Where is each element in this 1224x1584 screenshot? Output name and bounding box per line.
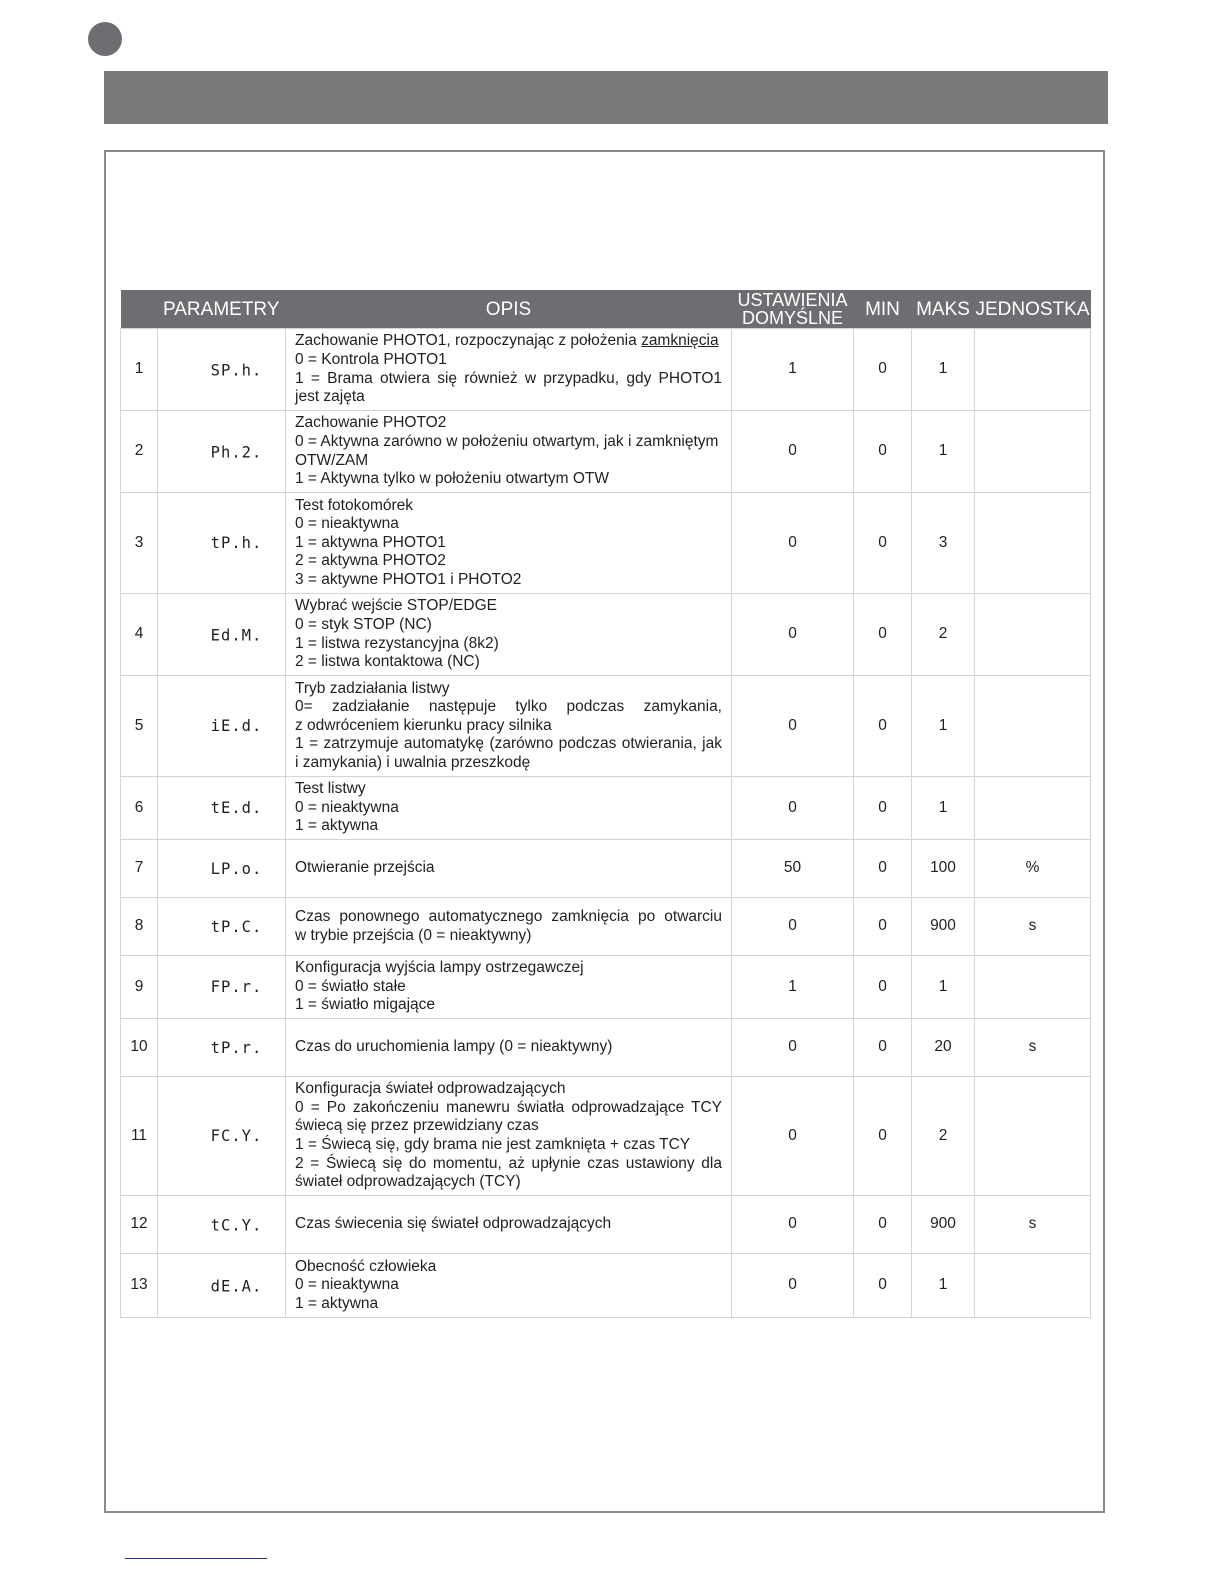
row-description xyxy=(286,777,732,840)
row-description xyxy=(286,956,732,1019)
display-code: tC.Y. xyxy=(158,1194,286,1255)
row-number: 3 xyxy=(121,493,158,594)
unit-value xyxy=(975,956,1091,1019)
max-value: 100 xyxy=(912,840,975,898)
min-value: 0 xyxy=(854,411,912,493)
description-text: Zachowanie PHOTO1, rozpoczynając z położenia xyxy=(295,332,642,350)
min-value: 0 xyxy=(854,594,912,676)
table-row xyxy=(121,777,1091,840)
unit-value xyxy=(975,493,1091,594)
unit-value xyxy=(975,1077,1091,1196)
description-line: 1 = aktywna xyxy=(295,1294,379,1312)
max-value: 1 xyxy=(912,1254,975,1318)
row-number: 12 xyxy=(121,1196,158,1254)
row-number: 2 xyxy=(121,411,158,493)
row-description xyxy=(286,329,732,411)
description-line: i zamykania) i uwalnia przeszkodę xyxy=(295,753,531,771)
display-code: tE.d. xyxy=(158,775,286,841)
header-min: MIN xyxy=(854,290,912,329)
unit-value xyxy=(975,411,1091,493)
row-number: 7 xyxy=(121,840,158,898)
default-value: 0 xyxy=(732,1019,854,1077)
description-line: Konfiguracja wyjścia lampy ostrzegawczej xyxy=(295,959,584,977)
min-value: 0 xyxy=(854,676,912,777)
table-row xyxy=(121,493,1091,594)
description-underlined: zamknięcia xyxy=(641,332,719,350)
description-line: świecą się przez przewidziany czas xyxy=(295,1117,539,1135)
description-line: 0 = nieaktywna xyxy=(295,798,399,816)
header-max: MAKS xyxy=(912,290,975,329)
header-description: OPIS xyxy=(286,290,732,329)
row-number: 9 xyxy=(121,956,158,1019)
max-value: 1 xyxy=(912,777,975,840)
default-value: 0 xyxy=(732,1196,854,1254)
header-default xyxy=(732,290,854,329)
description-line: Test fotokomórek xyxy=(295,496,414,514)
row-number: 10 xyxy=(121,1019,158,1077)
description-line: 2 = listwa kontaktowa (NC) xyxy=(295,653,480,671)
table-header-row xyxy=(121,290,1091,329)
min-value: 0 xyxy=(854,329,912,411)
max-value: 900 xyxy=(912,898,975,956)
display-code: FC.Y. xyxy=(158,1074,286,1199)
default-value: 0 xyxy=(732,777,854,840)
row-number: 6 xyxy=(121,777,158,840)
description-line: 0= zadziałanie następuje tylko podczas zamykania, xyxy=(295,698,722,716)
description-line: 0 = nieaktywna xyxy=(295,1276,399,1294)
unit-value xyxy=(975,329,1091,411)
default-value: 1 xyxy=(732,956,854,1019)
description-line: świateł odprowadzających (TCY) xyxy=(295,1173,521,1191)
row-description xyxy=(286,676,732,777)
table-row xyxy=(121,1196,1091,1254)
row-description xyxy=(286,493,732,594)
description-line: Czas do uruchomienia lampy (0 = nieaktywny) xyxy=(295,1038,613,1056)
default-value: 0 xyxy=(732,1254,854,1318)
description-line: OTW/ZAM xyxy=(295,451,369,469)
default-value: 0 xyxy=(732,1077,854,1196)
description-line: Test listwy xyxy=(295,780,366,798)
display-code: FP.r. xyxy=(158,954,286,1020)
header-number xyxy=(121,290,158,329)
description-line: 1 = Aktywna tylko w położeniu otwartym OTW xyxy=(295,470,609,488)
description-line: Konfiguracja świateł odprowadzających xyxy=(295,1080,566,1098)
header-parameters: PARAMETRY xyxy=(158,290,286,329)
default-value: 0 xyxy=(732,676,854,777)
description-line: w trybie przejścia (0 = nieaktywny) xyxy=(295,926,532,944)
unit-value: s xyxy=(975,1019,1091,1077)
row-number: 8 xyxy=(121,898,158,956)
table-row xyxy=(121,329,1091,411)
description-line: Tryb zadziałania listwy xyxy=(295,679,450,697)
display-code: LP.o. xyxy=(158,838,286,899)
description-line: 0 = światło stałe xyxy=(295,977,406,995)
row-number: 4 xyxy=(121,594,158,676)
display-code: dE.A. xyxy=(158,1252,286,1319)
max-value: 1 xyxy=(912,411,975,493)
table-row xyxy=(121,411,1091,493)
row-description xyxy=(286,1254,732,1318)
display-code: Ed.M. xyxy=(158,591,286,677)
description-line: 1 = zatrzymuje automatykę (zarówno podczas otwierania, jak xyxy=(295,735,722,753)
max-value: 1 xyxy=(912,329,975,411)
row-description xyxy=(286,1077,732,1196)
min-value: 0 xyxy=(854,1077,912,1196)
unit-value: % xyxy=(975,840,1091,898)
min-value: 0 xyxy=(854,1019,912,1077)
description-line: 1 = Brama otwiera się również w przypadku, gdy PHOTO1 xyxy=(295,369,722,387)
table-row xyxy=(121,676,1091,777)
max-value: 1 xyxy=(912,956,975,1019)
min-value: 0 xyxy=(854,840,912,898)
description-line: Obecność człowieka xyxy=(295,1257,437,1275)
table-row xyxy=(121,840,1091,898)
unit-value xyxy=(975,676,1091,777)
min-value: 0 xyxy=(854,777,912,840)
header-unit: JEDNOSTKA xyxy=(975,290,1091,329)
table-row xyxy=(121,1254,1091,1318)
display-code: tP.C. xyxy=(158,896,286,957)
row-number: 5 xyxy=(121,676,158,777)
max-value: 3 xyxy=(912,493,975,594)
description-line: 0 = Kontrola PHOTO1 xyxy=(295,350,447,368)
row-description xyxy=(286,898,732,956)
header-bar xyxy=(104,71,1108,124)
unit-value xyxy=(975,777,1091,840)
unit-value: s xyxy=(975,1196,1091,1254)
min-value: 0 xyxy=(854,493,912,594)
min-value: 0 xyxy=(854,1254,912,1318)
min-value: 0 xyxy=(854,898,912,956)
row-description xyxy=(286,1196,732,1254)
description-line: Zachowanie PHOTO2 xyxy=(295,414,447,432)
description-line: jest zajęta xyxy=(295,388,365,406)
description-line: 1 = aktywna PHOTO1 xyxy=(295,533,446,551)
max-value: 2 xyxy=(912,1077,975,1196)
max-value: 900 xyxy=(912,1196,975,1254)
table-row xyxy=(121,594,1091,676)
description-line: 0 = Po zakończeniu manewru światła odprowadzające TCY xyxy=(295,1098,722,1116)
description-line: 2 = Świecą się do momentu, aż upłynie czas ustawiony dla xyxy=(295,1154,722,1172)
unit-value: s xyxy=(975,898,1091,956)
display-code: tP.h. xyxy=(158,490,286,596)
description-line: 3 = aktywne PHOTO1 i PHOTO2 xyxy=(295,570,522,588)
page-number-dot xyxy=(88,22,122,56)
default-value: 0 xyxy=(732,594,854,676)
table-row xyxy=(121,956,1091,1019)
description-line: 1 = Świecą się, gdy brama nie jest zamknięta + czas TCY xyxy=(295,1136,691,1153)
description-line: 0 = nieaktywna xyxy=(295,515,399,533)
row-number: 1 xyxy=(121,329,158,411)
min-value: 0 xyxy=(854,1196,912,1254)
description-line: 0 = styk STOP (NC) xyxy=(295,615,432,633)
parameters-table xyxy=(120,290,1091,1318)
description-line: Otwieranie przejścia xyxy=(295,859,435,877)
unit-value xyxy=(975,1254,1091,1318)
row-description xyxy=(286,1019,732,1077)
display-code: SP.h. xyxy=(158,326,286,412)
description-line: 1 = światło migające xyxy=(295,996,435,1014)
description-line: 1 = aktywna xyxy=(295,817,379,835)
description-line: 1 = listwa rezystancyjna (8k2) xyxy=(295,634,499,652)
default-value: 0 xyxy=(732,411,854,493)
description-line: Czas ponownego automatycznego zamknięcia po otwarciu xyxy=(295,907,722,925)
description-line: z odwróceniem kierunku pracy silnika xyxy=(295,716,552,734)
row-description xyxy=(286,840,732,898)
max-value: 1 xyxy=(912,676,975,777)
description-line: Czas świecenia się świateł odprowadzających xyxy=(295,1215,612,1233)
header-default-line1: USTAWIENIA xyxy=(737,290,848,310)
footer-rule xyxy=(125,1558,267,1559)
display-code: Ph.2. xyxy=(158,408,286,494)
display-code: iE.d. xyxy=(158,673,286,779)
table-row xyxy=(121,1019,1091,1077)
default-value: 1 xyxy=(732,329,854,411)
description-line: 2 = aktywna PHOTO2 xyxy=(295,552,446,570)
header-default-line2: DOMYŚLNE xyxy=(741,308,844,328)
max-value: 20 xyxy=(912,1019,975,1077)
table-row xyxy=(121,898,1091,956)
max-value: 2 xyxy=(912,594,975,676)
unit-value xyxy=(975,594,1091,676)
row-number: 13 xyxy=(121,1254,158,1318)
row-number: 11 xyxy=(121,1077,158,1196)
description-line: Wybrać wejście STOP/EDGE xyxy=(295,597,497,615)
row-description xyxy=(286,594,732,676)
display-code: tP.r. xyxy=(158,1017,286,1078)
min-value: 0 xyxy=(854,956,912,1019)
row-description xyxy=(286,411,732,493)
default-value: 0 xyxy=(732,898,854,956)
default-value: 0 xyxy=(732,493,854,594)
default-value: 50 xyxy=(732,840,854,898)
description-line xyxy=(295,332,722,351)
description-line: 0 = Aktywna zarówno w położeniu otwartym, jak i zamkniętym xyxy=(295,432,719,450)
table-row xyxy=(121,1077,1091,1196)
